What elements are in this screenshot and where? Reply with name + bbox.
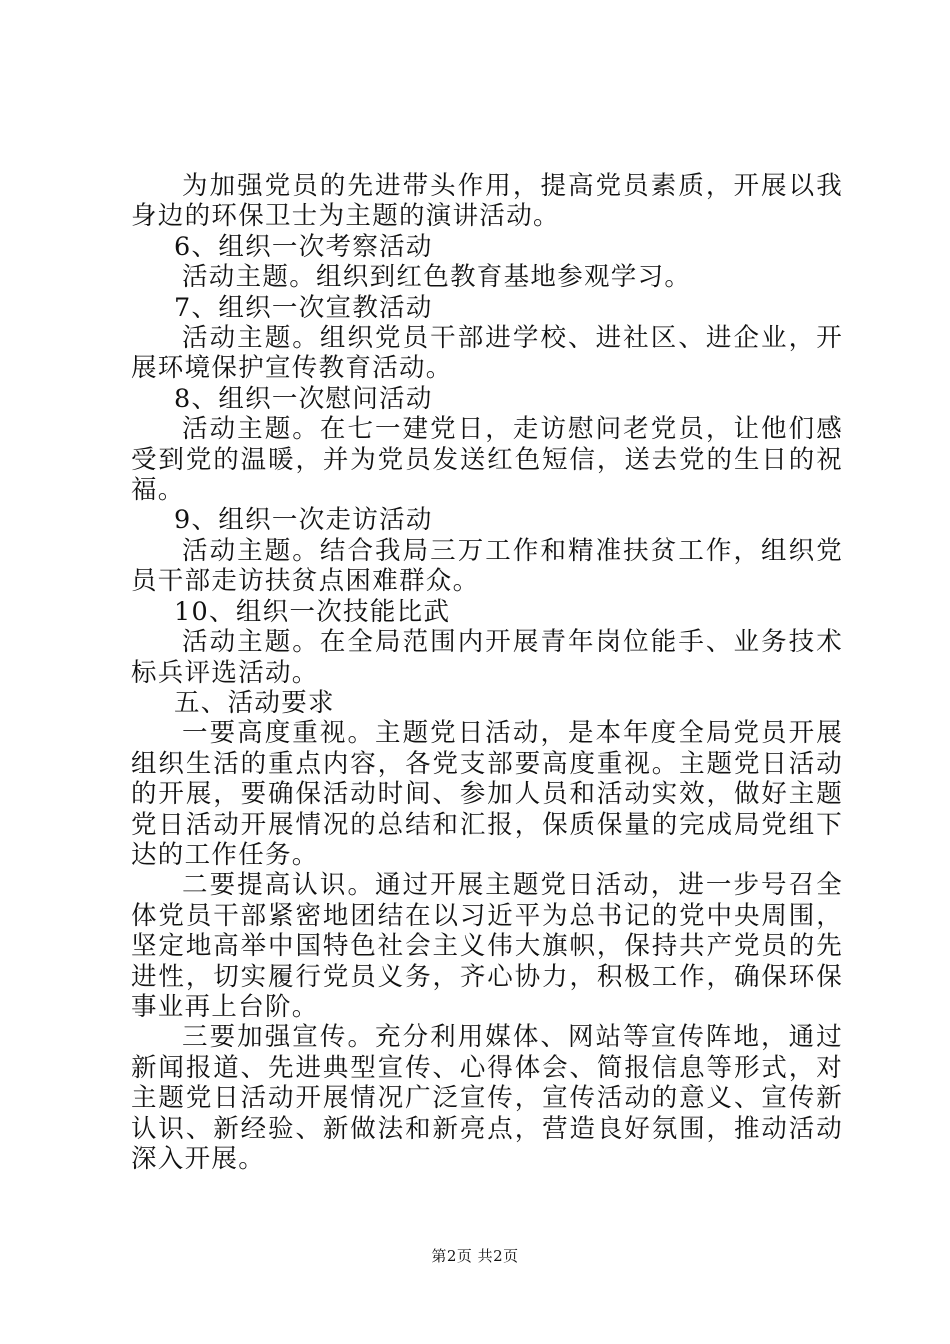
- item-10-heading: 10、组织一次技能比武: [174, 596, 451, 627]
- item-8-body: 活动主题。在七一建党日，走访慰问老党员，让他们感受到党的温暖，并为党员发送红色短信，送去党的生日的祝福。: [131, 414, 843, 506]
- paragraph-intro: 为加强党员的先进带头作用，提高党员素质，开展以我身边的环保卫士为主题的演讲活动。: [131, 171, 843, 232]
- requirement-2: 二要提高认识。通过开展主题党日活动，进一步号召全体党员干部紧密地团结在以习近平为总书记的党中央周围，坚定地高举中国特色社会主义伟大旗帜，保持共产党员的先进性，切实履行党员义务，齐心协力，积极工作，确保环保事业再上台阶。: [131, 870, 843, 1022]
- requirement-3: 三要加强宣传。充分利用媒体、网站等宣传阵地，通过新闻报道、先进典型宣传、心得体会、简报信息等形式，对主题党日活动开展情况广泛宣传，宣传活动的意义、宣传新认识、新经验、新做法和新亮点，营造良好氛围，推动活动深入开展。: [131, 1022, 843, 1174]
- section-5-heading: 五、活动要求: [174, 687, 335, 718]
- item-10-body: 活动主题。在全局范围内开展青年岗位能手、业务技术标兵评选活动。: [131, 627, 843, 688]
- page-number-footer: 第2页 共2页: [431, 1247, 519, 1265]
- requirement-1: 一要高度重视。主题党日活动，是本年度全局党员开展组织生活的重点内容，各党支部要高度重视。主题党日活动的开展，要确保活动时间、参加人员和活动实效，做好主题党日活动开展情况的总结和汇报，保质保量的完成局党组下达的工作任务。: [131, 718, 843, 870]
- item-6-heading: 6、组织一次考察活动: [174, 231, 433, 262]
- item-9-heading: 9、组织一次走访活动: [174, 505, 433, 536]
- item-9-body: 活动主题。结合我局三万工作和精准扶贫工作，组织党员干部走访扶贫点困难群众。: [131, 535, 843, 597]
- item-7-heading: 7、组织一次宣教活动: [174, 292, 433, 323]
- item-8-heading: 8、组织一次慰问活动: [174, 383, 433, 414]
- item-6-body: 活动主题。组织到红色教育基地参观学习。: [182, 262, 692, 293]
- item-7-body: 活动主题。组织党员干部进学校、进社区、进企业，开展环境保护宣传教育活动。: [131, 323, 843, 384]
- document-body: [131, 171, 843, 1174]
